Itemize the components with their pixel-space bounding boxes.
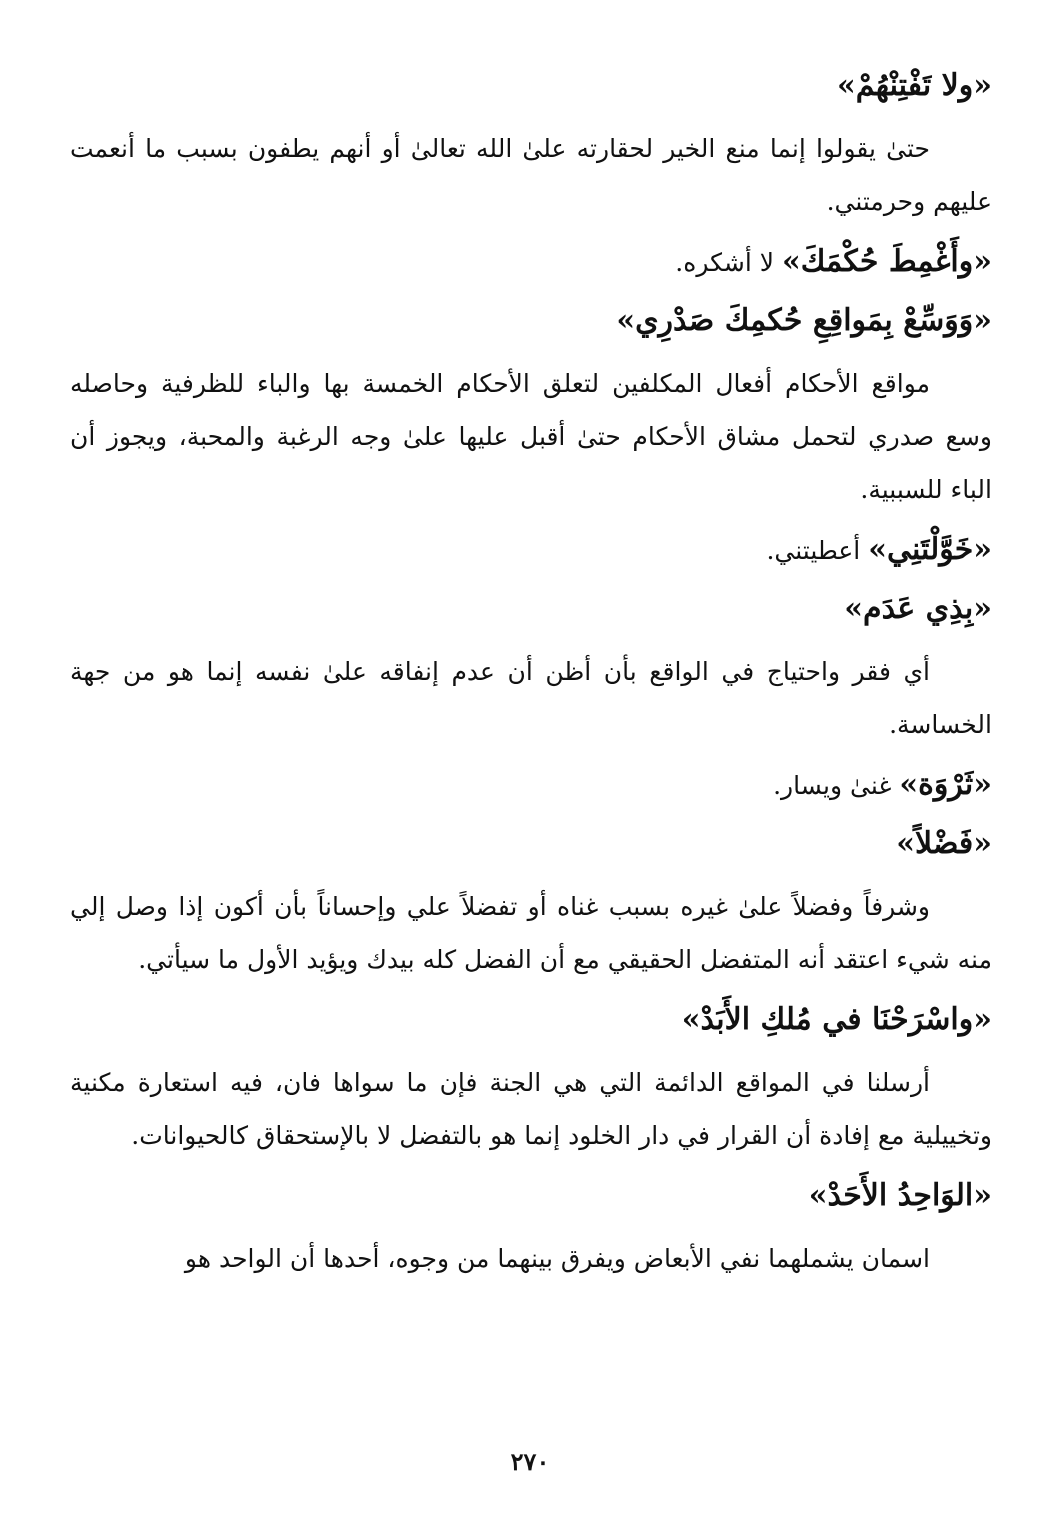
commentary-paragraph: مواقع الأحكام أفعال المكلفين لتعلق الأحكام الخمسة بها والباء للظرفية وحاصله وسع صدري لتحمل مشاق الأحكام حتىٰ أقبل عليها علىٰ وجه الرغبة والمحبة، ويجوز أن الباء للسببية. — [70, 369, 992, 504]
term-heading: «الوَاحِدُ الأَحَدْ» — [808, 1178, 992, 1213]
term-gloss: غنىٰ ويسار. — [773, 771, 900, 800]
term-heading: «واسْرَحْنَا في مُلكِ الأَبَدْ» — [681, 1002, 992, 1037]
commentary-paragraph: وشرفاً وفضلاً علىٰ غيره بسبب غناه أو تفضلاً علي وإحساناً بأن أكون إذا وصل إلي منه شيء اعتقد أنه المتفضل الحقيقي مع أن الفضل كله بيدك ويؤيد الأول ما سيأتي. — [70, 892, 992, 974]
commentary-paragraph: أرسلنا في المواقع الدائمة التي هي الجنة فإن ما سواها فان، فيه استعارة مكنية وتخييلية مع إفادة أن القرار في دار الخلود إنما هو بالتفضل لا بالإستحقاق كالحيوانات. — [70, 1068, 992, 1150]
page-body — [70, 60, 992, 1297]
term-heading: «وَوَسِّعْ بِمَواقِعِ حُكمِكَ صَدْرِي» — [616, 303, 992, 338]
commentary-paragraph: حتىٰ يقولوا إنما منع الخير لحقارته علىٰ الله تعالىٰ أو أنهم يطفون بسبب ما أنعمت عليهم وحرمتني. — [70, 134, 992, 216]
term-heading: «فَضْلاً» — [896, 826, 992, 861]
term-heading: «بِذِي عَدَم» — [844, 591, 992, 626]
commentary-paragraph: اسمان يشملهما نفي الأبعاض ويفرق بينهما من وجوه، أحدها أن الواحد هو — [184, 1244, 930, 1273]
term: «خَوَّلْتَنِي» — [868, 532, 992, 567]
page-number: ٢٧٠ — [510, 1447, 550, 1476]
term-gloss: أعطيتني. — [766, 536, 869, 565]
term-heading: «ولا تَفْتِنْهُمْ» — [837, 68, 992, 103]
term-heading-with-gloss — [70, 240, 992, 285]
term: «ثَرْوَة» — [899, 767, 992, 802]
term-heading-with-gloss — [70, 763, 992, 808]
term-heading-with-gloss — [70, 528, 992, 573]
term-gloss: لا أشكره. — [675, 248, 782, 277]
commentary-paragraph: أي فقر واحتياج في الواقع بأن أظن أن عدم إنفاقه علىٰ نفسه إنما هو من جهة الخساسة. — [70, 657, 992, 739]
term: «وأَغْمِطَ حُكْمَكَ» — [781, 244, 992, 279]
